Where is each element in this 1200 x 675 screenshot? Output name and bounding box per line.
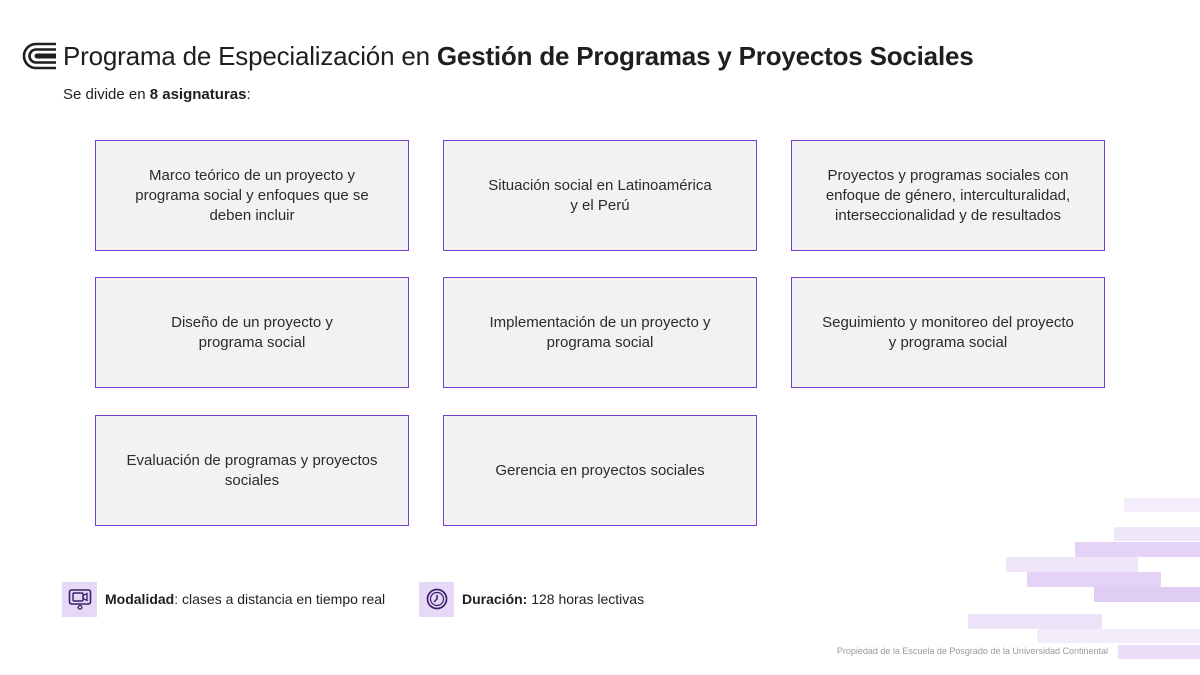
- deco-stripe: [1094, 587, 1200, 602]
- deco-stripe: [1037, 629, 1200, 643]
- deco-stripe: [968, 614, 1102, 629]
- duration-text: [462, 591, 644, 607]
- subject-label: Implementación de un proyecto y programa social: [489, 313, 711, 351]
- title-regular: Programa de Especialización en: [63, 41, 437, 71]
- university-logo-icon: [22, 42, 58, 70]
- duration-info: [419, 581, 644, 617]
- duration-value: 128 horas lectivas: [527, 591, 645, 607]
- deco-stripe: [1114, 527, 1200, 541]
- subject-label: Evaluación de programas y proyectos sociales: [126, 451, 378, 489]
- footer-copyright: Propiedad de la Escuela de Posgrado de la Universidad Continental: [836, 646, 1108, 656]
- subtitle: [63, 85, 251, 105]
- title-bold: Gestión de Programas y Proyectos Sociales: [436, 41, 974, 71]
- modality-value: : clases a distancia en tiempo real: [174, 591, 386, 607]
- deco-stripe: [1027, 572, 1161, 587]
- subject-card-3: [791, 140, 1105, 251]
- subject-card-6: [791, 277, 1105, 388]
- subject-card-8: [443, 415, 757, 526]
- video-class-icon: [62, 582, 97, 617]
- subtitle-count: 8 asignaturas: [149, 86, 247, 103]
- subject-label: Diseño de un proyecto y programa social: [171, 313, 333, 351]
- clock-icon: [419, 582, 454, 617]
- subject-label: Marco teórico de un proyecto y programa social y enfoques que se deben incluir: [135, 166, 369, 224]
- deco-stripe: [1124, 498, 1200, 512]
- subject-card-2: [443, 140, 757, 251]
- modality-label: Modalidad: [105, 591, 175, 607]
- deco-stripe: [1118, 645, 1200, 659]
- subtitle-suffix: :: [246, 86, 251, 103]
- deco-stripe: [1006, 557, 1138, 572]
- subject-card-5: [443, 277, 757, 388]
- subject-label: Seguimiento y monitoreo del proyecto y programa social: [822, 313, 1074, 351]
- subtitle-prefix: Se divide en: [63, 86, 150, 103]
- subject-card-7: [95, 415, 409, 526]
- duration-label: Duración:: [462, 591, 528, 607]
- subject-label: Proyectos y programas sociales con enfoque de género, interculturalidad, interseccionalidad y de resultados: [825, 166, 1071, 224]
- modality-info: [62, 581, 385, 617]
- subject-card-1: [95, 140, 409, 251]
- modality-text: [105, 591, 385, 607]
- subject-label: Gerencia en proyectos sociales: [495, 461, 705, 479]
- subject-card-4: [95, 277, 409, 388]
- deco-stripe: [1075, 542, 1200, 557]
- page-title: [63, 38, 974, 74]
- subject-label: Situación social en Latinoamérica y el Perú: [488, 176, 712, 214]
